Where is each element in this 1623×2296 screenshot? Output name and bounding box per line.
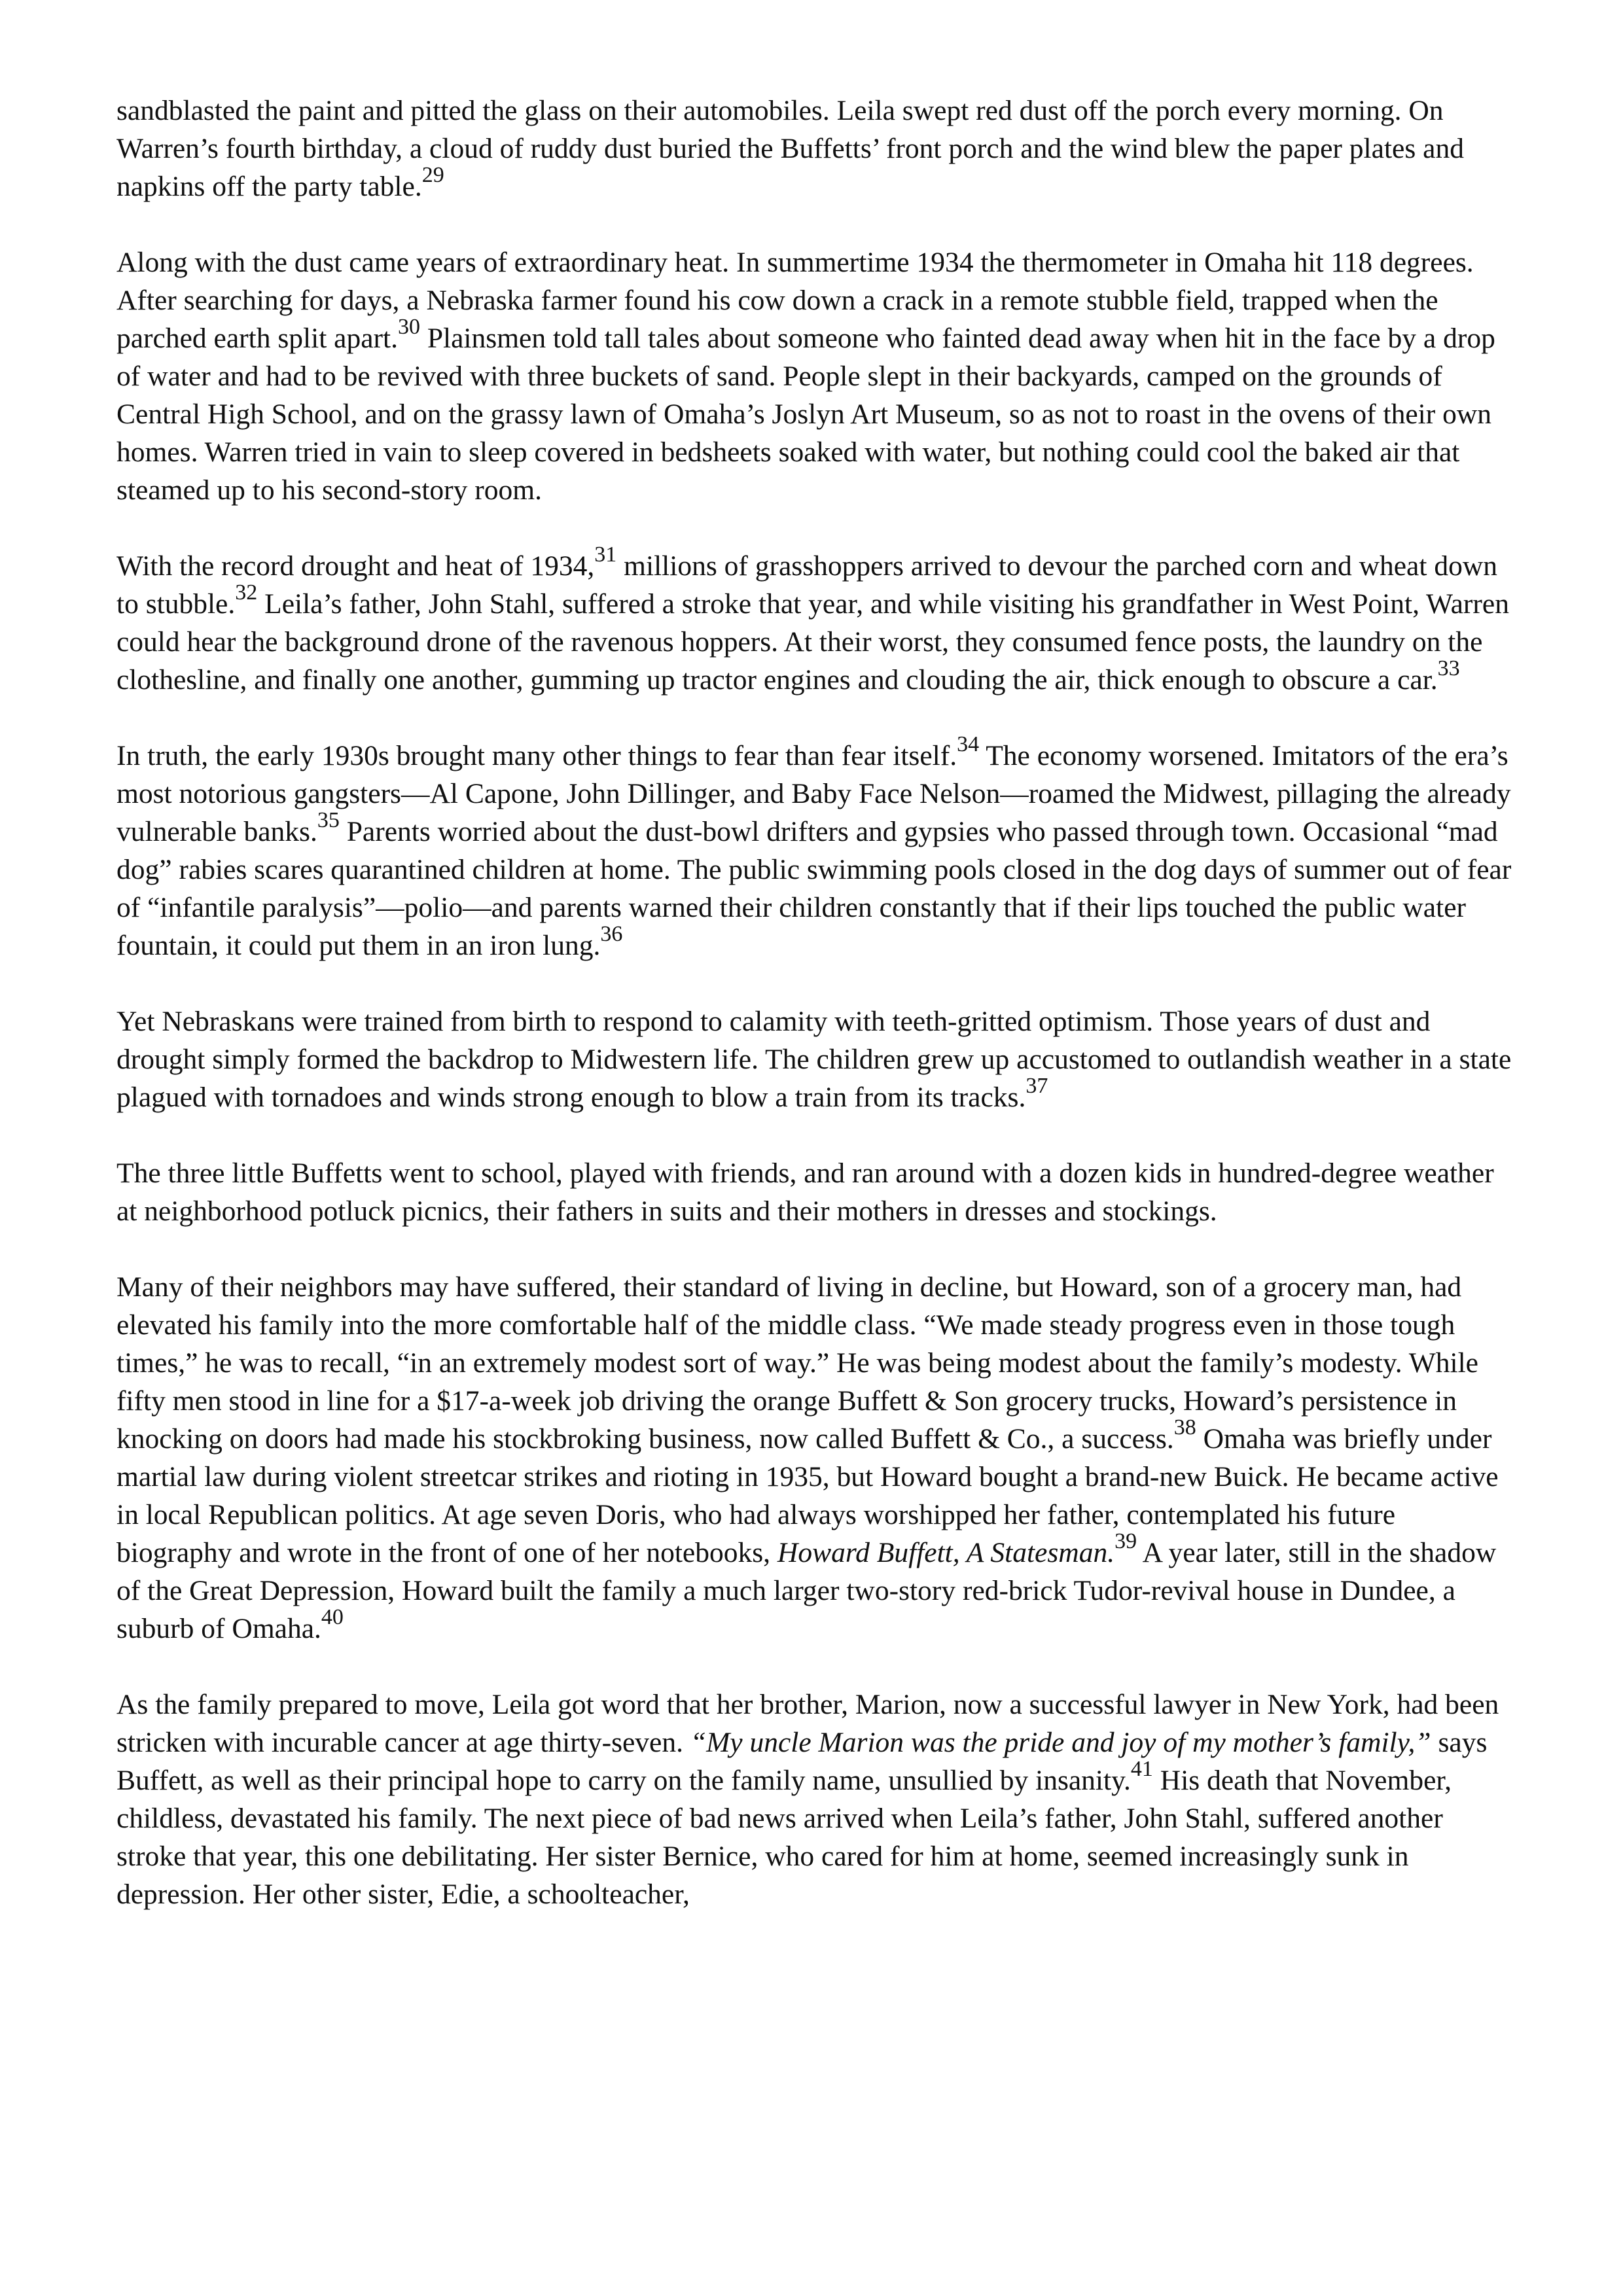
footnote-marker: 29	[421, 162, 444, 187]
text-run: Along with the dust came years of extraordinary heat. In summertime 1934 the thermometer in Omaha hit 118 degrees. After searching for days, a Nebraska farmer found his cow down a crack in a remote stubble field, trapped when the parched earth split apart.	[116, 247, 1474, 354]
text-run: A year later, still in the shadow of the Great Depression, Howard built the family a much larger two-story red-brick Tudor-revival house in Dundee, a suburb of Omaha.	[116, 1537, 1497, 1644]
paragraph	[116, 732, 1517, 964]
text-run: Omaha was briefly under martial law during violent streetcar strikes and rioting in 1935, but Howard bought a brand-new Buick. He became active in local Republican politics. At age seven Doris, who had always worshipped her father, contemplated his future biography and wrote in the front of one of her notebooks,	[116, 1423, 1499, 1568]
footnote-marker: 35	[317, 807, 340, 832]
text-run: The three little Buffetts went to school, played with friends, and ran around with a dozen kids in hundred-degree weather at neighborhood potluck picnics, their fathers in suits and their mothers in dresses and stockings.	[116, 1157, 1494, 1227]
footnote-marker: 34	[957, 732, 980, 756]
italic-text: “My uncle Marion was the pride and joy of my mother’s family,”	[690, 1727, 1431, 1758]
paragraph	[116, 1268, 1517, 1648]
paragraph	[116, 92, 1517, 205]
book-page	[116, 92, 1517, 1913]
footnote-marker: 30	[397, 314, 420, 339]
text-run: In truth, the early 1930s brought many other things to fear than fear itself.	[116, 740, 957, 771]
text-run: Plainsmen told tall tales about someone who fainted dead away when hit in the face by a drop of water and had to be revived with three buckets of sand. People slept in their backyards, camped on the grounds of Central High School, and on the grassy lawn of Omaha’s Joslyn Art Museum, so as not to roast in the ovens of their own homes. Warren tried in vain to sleep covered in bedsheets soaked with water, but nothing could cool the baked air that steamed up to his second-story room.	[116, 323, 1495, 506]
paragraph	[116, 1686, 1517, 1913]
footnote-marker: 37	[1026, 1073, 1048, 1098]
text-run: Many of their neighbors may have suffered, their standard of living in decline, but Howard, son of a grocery man, had elevated his family into the more comfortable half of the middle class. “We made steady progress even in those tough times,” he was to recall, “in an extremely modest sort of way.” He was being modest about the family’s modesty. While fifty men stood in line for a $17-a-week job driving the orange Buffett & Son grocery trucks, Howard’s persistence in knocking on doors had made his stockbroking business, now called Buffett & Co., a success.	[116, 1271, 1478, 1455]
paragraph	[116, 542, 1517, 699]
text-run: Leila’s father, John Stahl, suffered a stroke that year, and while visiting his grandfather in West Point, Warren could hear the background drone of the ravenous hoppers. At their worst, they consumed fence posts, the laundry on the clothesline, and finally one another, gumming up tractor engines and clouding the air, thick enough to obscure a car.	[116, 588, 1509, 696]
text-run: Parents worried about the dust-bowl drifters and gypsies who passed through town. Occasional “mad dog” rabies scares quarantined children at home. The public swimming pools closed in the dog days of summer out of fear of “infantile paralysis”—polio—and parents warned their children constantly that if their lips touched the public water fountain, it could put them in an iron lung.	[116, 816, 1512, 961]
paragraph	[116, 1002, 1517, 1116]
footnote-marker: 31	[594, 542, 617, 567]
text-run: says Buffett, as well as their principal hope to carry on the family name, unsullied by insanity.	[116, 1727, 1488, 1796]
text-run: millions of grasshoppers arrived to devour the parched corn and wheat down to stubble.	[116, 550, 1497, 620]
text-run: With the record drought and heat of 1934,	[116, 550, 595, 582]
footnote-marker: 33	[1437, 656, 1460, 680]
paragraph	[116, 243, 1517, 509]
italic-text: Howard Buffett, A Statesman.	[777, 1537, 1115, 1568]
text-run: His death that November, childless, devastated his family. The next piece of bad news arrived when Leila’s father, John Stahl, suffered another stroke that year, this one debilitating. Her sister Bernice, who cared for him at home, seemed increasingly sunk in depression. Her other sister, Edie, a schoolteacher,	[116, 1765, 1452, 1910]
text-run: The economy worsened. Imitators of the era’s most notorious gangsters—Al Capone, John Dillinger, and Baby Face Nelson—roamed the Midwest, pillaging the already vulnerable banks.	[116, 740, 1511, 847]
footnote-marker: 40	[321, 1604, 344, 1629]
footnote-marker: 32	[235, 580, 258, 605]
paragraph	[116, 1154, 1517, 1230]
text-run: Yet Nebraskans were trained from birth to respond to calamity with teeth-gritted optimism. Those years of dust and drought simply formed the backdrop to Midwestern life. The children grew up accustomed to outlandish weather in a state plagued with tornadoes and winds strong enough to blow a train from its tracks.	[116, 1006, 1512, 1113]
footnote-marker: 36	[600, 921, 623, 946]
text-run: As the family prepared to move, Leila got word that her brother, Marion, now a successful lawyer in New York, had been stricken with incurable cancer at age thirty-seven.	[116, 1689, 1499, 1758]
text-run: sandblasted the paint and pitted the glass on their automobiles. Leila swept red dust off the porch every morning. On Warren’s fourth birthday, a cloud of ruddy dust buried the Buffetts’ front porch and the wind blew the paper plates and napkins off the party table.	[116, 95, 1464, 202]
footnote-marker: 38	[1173, 1415, 1196, 1439]
footnote-marker: 39	[1115, 1528, 1137, 1553]
footnote-marker: 41	[1130, 1756, 1153, 1781]
